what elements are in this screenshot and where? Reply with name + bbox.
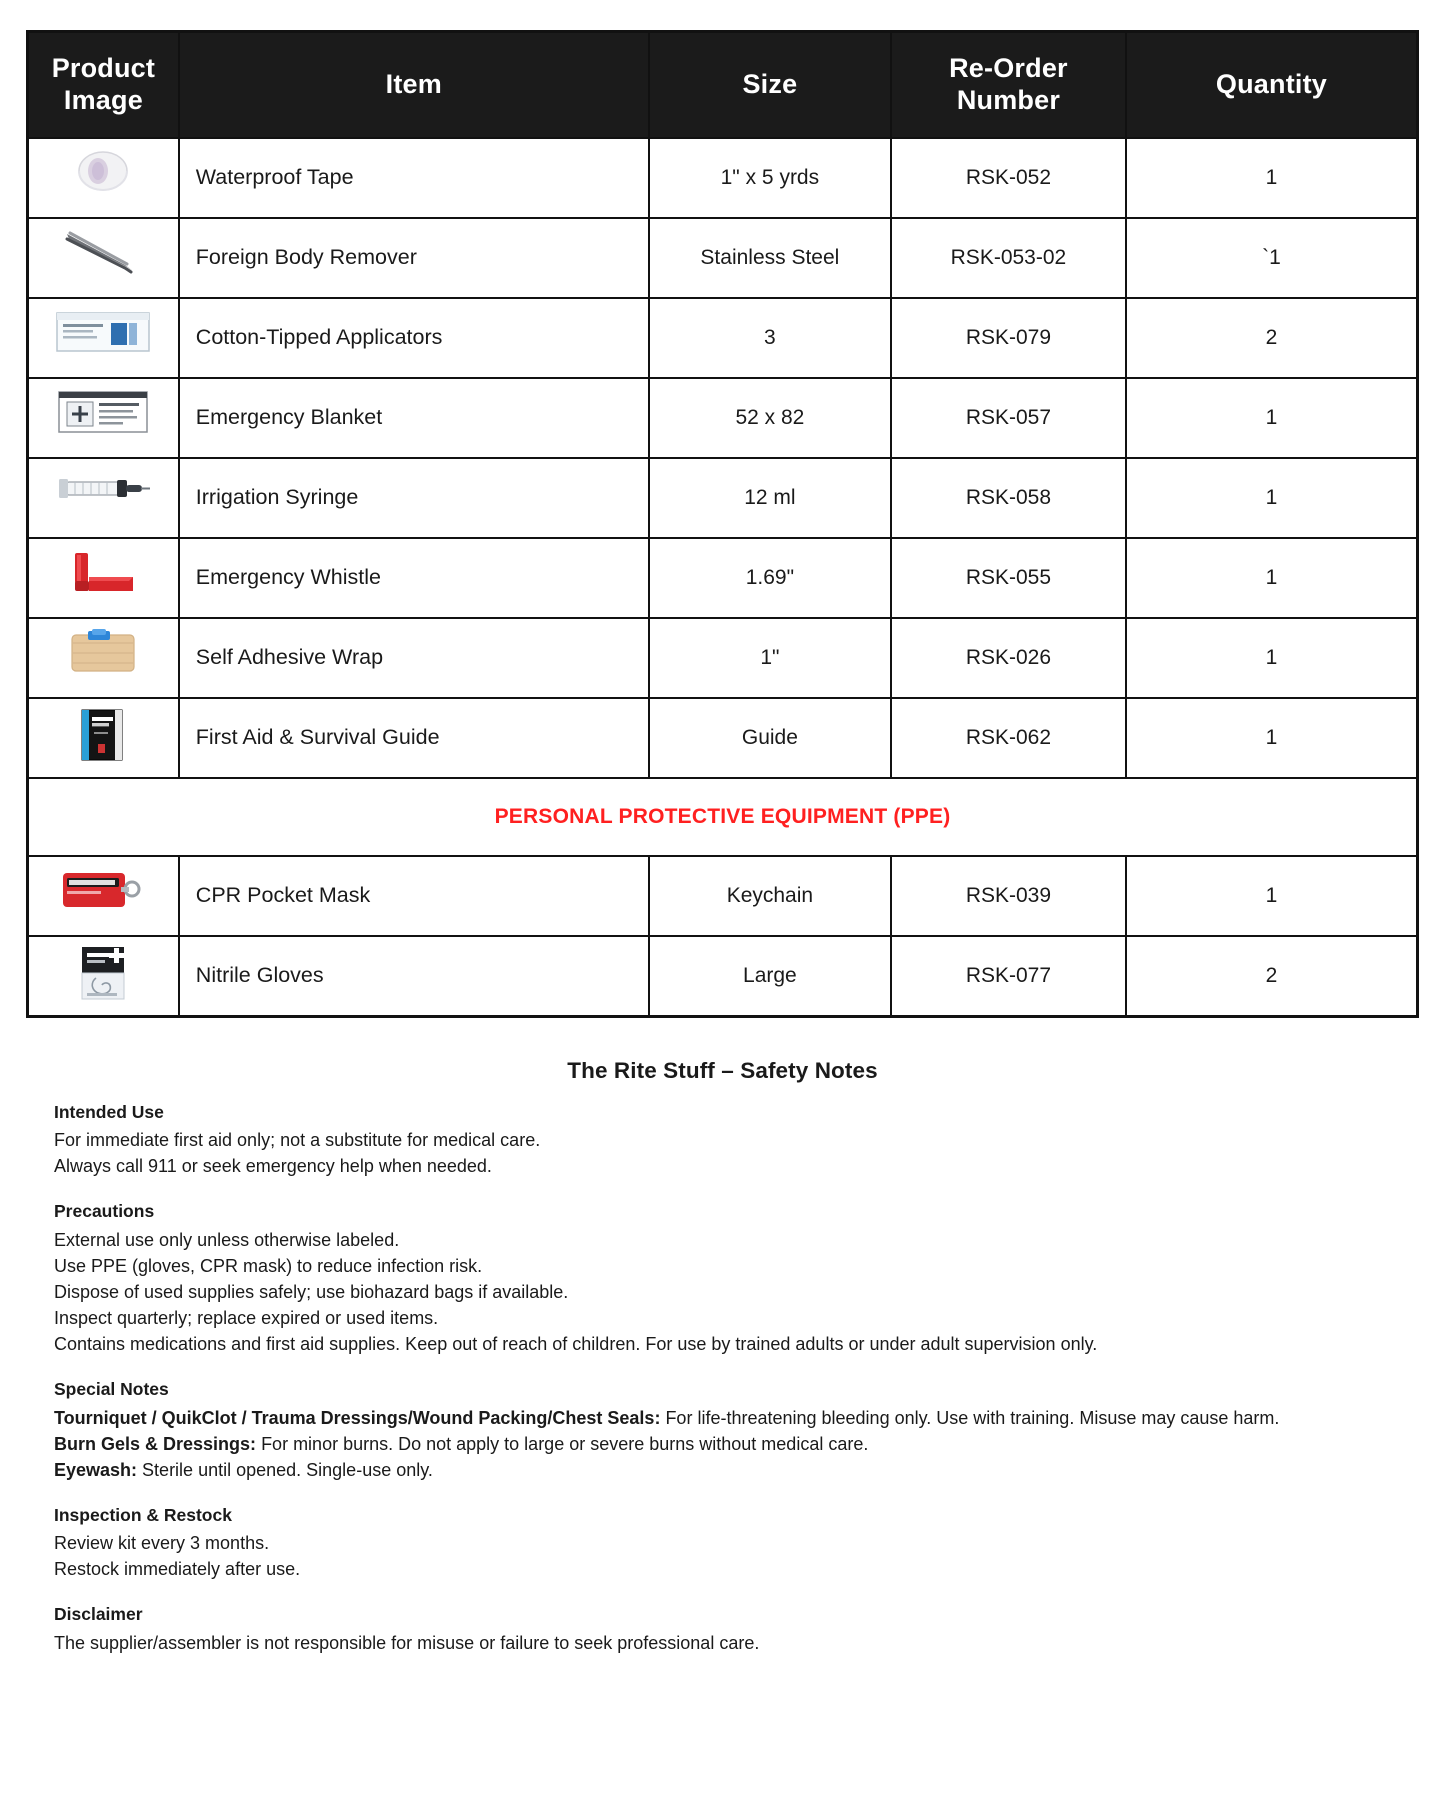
notes-block — [26, 1602, 1419, 1655]
notes-block — [26, 1100, 1419, 1180]
tape-roll-icon — [49, 147, 157, 203]
cell-size: Keychain — [649, 856, 891, 936]
notes-line: Tourniquet / QuikClot / Trauma Dressings/Wound Packing/Chest Seals: For life-threatening bleeding only. Use with training. Misuse may cause harm. — [54, 1407, 1280, 1428]
table-row — [28, 936, 1418, 1017]
cell-reorder-number: RSK-039 — [891, 856, 1126, 936]
column-header-size: Size — [649, 32, 891, 138]
notes-block — [26, 1377, 1419, 1483]
table-header-row — [28, 32, 1418, 138]
cell-item-name: Self Adhesive Wrap — [179, 618, 649, 698]
notes-line: Contains medications and first aid supplies. Keep out of reach of children. For use by trained adults or under adult supervision only. — [54, 1334, 1098, 1355]
cell-reorder-number: RSK-052 — [891, 138, 1126, 218]
notes-line: Dispose of used supplies safely; use biohazard bags if available. — [54, 1281, 569, 1302]
applicator-box-icon — [49, 307, 157, 363]
cell-size: 3 — [649, 298, 891, 378]
column-header-item: Item — [179, 32, 649, 138]
safety-notes-section — [0, 1058, 1445, 1656]
cell-reorder-number: RSK-026 — [891, 618, 1126, 698]
inventory-table — [26, 30, 1419, 1018]
notes-line: Burn Gels & Dressings: For minor burns. Do not apply to large or severe burns without medical care. — [54, 1433, 869, 1454]
cell-item-name: Irrigation Syringe — [179, 458, 649, 538]
table-body — [28, 138, 1418, 1017]
cell-item-name: Cotton-Tipped Applicators — [179, 298, 649, 378]
cell-reorder-number: RSK-058 — [891, 458, 1126, 538]
notes-line-label: Eyewash: — [54, 1459, 138, 1480]
table-section-row — [28, 778, 1418, 856]
notes-block-heading: Special Notes — [54, 1379, 169, 1400]
safety-notes-title: The Rite Stuff – Safety Notes — [567, 1057, 878, 1083]
adhesive-wrap-icon — [49, 627, 157, 683]
cell-size: 52 x 82 — [649, 378, 891, 458]
cell-reorder-number: RSK-055 — [891, 538, 1126, 618]
cpr-mask-pouch-icon — [49, 865, 157, 921]
blanket-box-icon — [49, 387, 157, 443]
syringe-icon — [49, 467, 157, 523]
notes-line-label: Burn Gels & Dressings: — [54, 1433, 257, 1454]
table-row — [28, 618, 1418, 698]
cell-product-image — [28, 458, 179, 538]
notes-line-label: Tourniquet / QuikClot / Trauma Dressings/Wound Packing/Chest Seals: — [54, 1407, 661, 1428]
cell-item-name: Waterproof Tape — [179, 138, 649, 218]
cell-quantity: 1 — [1126, 698, 1418, 778]
table-row — [28, 378, 1418, 458]
column-header-reorder-number: Re-Order Number — [891, 32, 1126, 138]
cell-product-image — [28, 698, 179, 778]
table-row — [28, 458, 1418, 538]
cell-product-image — [28, 378, 179, 458]
table-row — [28, 138, 1418, 218]
table-header — [28, 32, 1418, 138]
notes-line: Review kit every 3 months. — [54, 1533, 270, 1554]
cell-reorder-number: RSK-053-02 — [891, 218, 1126, 298]
notes-block — [26, 1199, 1419, 1357]
table-row — [28, 698, 1418, 778]
notes-block-heading: Intended Use — [54, 1101, 164, 1122]
cell-item-name: CPR Pocket Mask — [179, 856, 649, 936]
cell-reorder-number: RSK-079 — [891, 298, 1126, 378]
cell-product-image — [28, 538, 179, 618]
safety-notes-body — [26, 1100, 1419, 1656]
whistle-icon — [49, 547, 157, 603]
notes-line: Always call 911 or seek emergency help when needed. — [54, 1156, 492, 1177]
cell-quantity: 1 — [1126, 458, 1418, 538]
notes-line: The supplier/assembler is not responsible for misuse or failure to seek professional care. — [54, 1632, 760, 1653]
table-row — [28, 538, 1418, 618]
cell-product-image — [28, 298, 179, 378]
notes-block — [26, 1503, 1419, 1583]
section-heading-ppe: PERSONAL PROTECTIVE EQUIPMENT (PPE) — [28, 778, 1418, 856]
cell-size: 1" — [649, 618, 891, 698]
notes-block-heading: Inspection & Restock — [54, 1504, 232, 1525]
cell-size: 1.69" — [649, 538, 891, 618]
column-header-quantity: Quantity — [1126, 32, 1418, 138]
cell-size: Guide — [649, 698, 891, 778]
table-row — [28, 298, 1418, 378]
cell-size: 12 ml — [649, 458, 891, 538]
table-row — [28, 218, 1418, 298]
table-row — [28, 856, 1418, 936]
guide-book-icon — [49, 707, 157, 763]
cell-quantity: `1 — [1126, 218, 1418, 298]
cell-quantity: 2 — [1126, 298, 1418, 378]
cell-reorder-number: RSK-057 — [891, 378, 1126, 458]
notes-line: Restock immediately after use. — [54, 1559, 301, 1580]
cell-item-name: First Aid & Survival Guide — [179, 698, 649, 778]
cell-reorder-number: RSK-077 — [891, 936, 1126, 1017]
tweezers-icon — [49, 227, 157, 283]
cell-product-image — [28, 618, 179, 698]
cell-item-name: Emergency Blanket — [179, 378, 649, 458]
column-header-product-image: Product Image — [28, 32, 179, 138]
notes-line: Use PPE (gloves, CPR mask) to reduce infection risk. — [54, 1255, 483, 1276]
notes-line: Eyewash: Sterile until opened. Single-use only. — [54, 1459, 433, 1480]
cell-item-name: Nitrile Gloves — [179, 936, 649, 1017]
cell-product-image — [28, 138, 179, 218]
cell-size: 1" x 5 yrds — [649, 138, 891, 218]
nitrile-gloves-box-icon — [49, 945, 157, 1001]
cell-quantity: 1 — [1126, 538, 1418, 618]
notes-line: External use only unless otherwise labeled. — [54, 1229, 400, 1250]
cell-quantity: 1 — [1126, 856, 1418, 936]
cell-product-image — [28, 218, 179, 298]
cell-product-image — [28, 856, 179, 936]
cell-item-name: Foreign Body Remover — [179, 218, 649, 298]
notes-line: For immediate first aid only; not a substitute for medical care. — [54, 1130, 541, 1151]
notes-line: Inspect quarterly; replace expired or used items. — [54, 1307, 439, 1328]
cell-quantity: 2 — [1126, 936, 1418, 1017]
notes-block-heading: Disclaimer — [54, 1604, 143, 1625]
cell-size: Stainless Steel — [649, 218, 891, 298]
cell-size: Large — [649, 936, 891, 1017]
cell-quantity: 1 — [1126, 618, 1418, 698]
notes-block-heading: Precautions — [54, 1201, 155, 1222]
cell-quantity: 1 — [1126, 138, 1418, 218]
cell-reorder-number: RSK-062 — [891, 698, 1126, 778]
cell-quantity: 1 — [1126, 378, 1418, 458]
cell-item-name: Emergency Whistle — [179, 538, 649, 618]
cell-product-image — [28, 936, 179, 1017]
